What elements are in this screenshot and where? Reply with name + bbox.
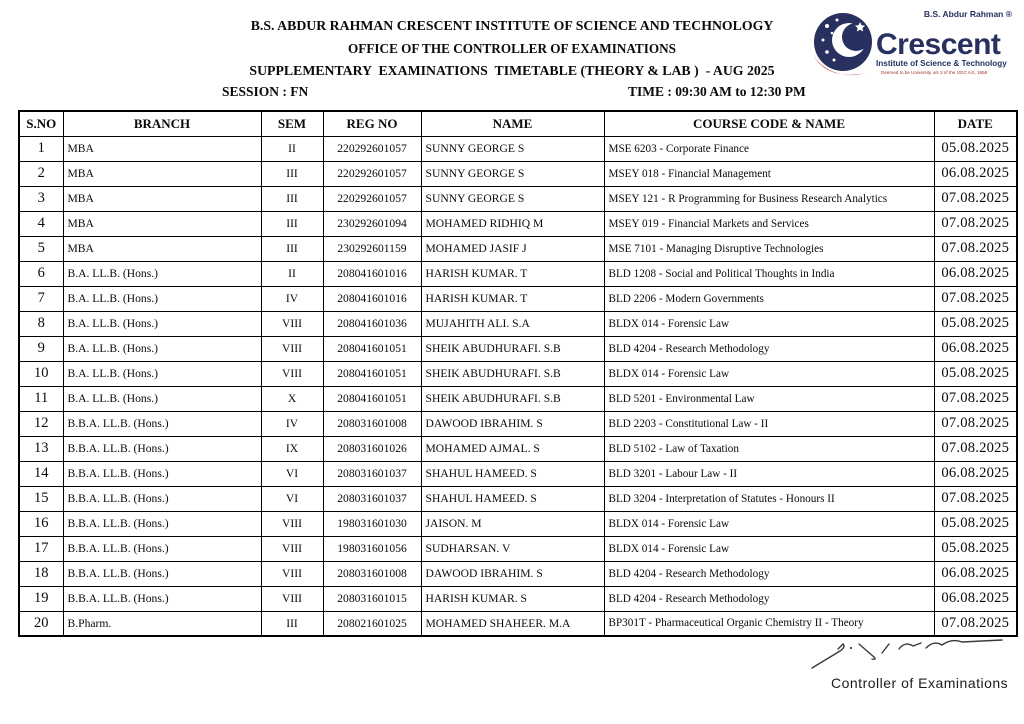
cell-regno: 208031601026 <box>323 436 421 461</box>
cell-sno: 19 <box>19 586 63 611</box>
cell-course: BLDX 014 - Forensic Law <box>604 511 934 536</box>
cell-regno: 208041601051 <box>323 361 421 386</box>
cell-regno: 198031601030 <box>323 511 421 536</box>
cell-sno: 1 <box>19 136 63 161</box>
cell-sno: 13 <box>19 436 63 461</box>
table-row <box>19 611 1017 636</box>
cell-date: 05.08.2025 <box>934 511 1017 536</box>
cell-sem: VI <box>261 486 323 511</box>
cell-course: BLD 2203 - Constitutional Law - II <box>604 411 934 436</box>
cell-sno: 20 <box>19 611 63 636</box>
cell-sem: III <box>261 161 323 186</box>
table-row <box>19 561 1017 586</box>
cell-sem: VI <box>261 461 323 486</box>
cell-date: 06.08.2025 <box>934 261 1017 286</box>
table-row <box>19 261 1017 286</box>
cell-name: SHAHUL HAMEED. S <box>421 461 604 486</box>
cell-date: 06.08.2025 <box>934 336 1017 361</box>
cell-course: BLDX 014 - Forensic Law <box>604 536 934 561</box>
cell-sno: 11 <box>19 386 63 411</box>
table-row <box>19 436 1017 461</box>
cell-branch: B.A. LL.B. (Hons.) <box>63 286 261 311</box>
cell-sno: 9 <box>19 336 63 361</box>
cell-course: BLD 1208 - Social and Political Thoughts in India <box>604 261 934 286</box>
cell-course: BLD 3201 - Labour Law - II <box>604 461 934 486</box>
cell-regno: 208041601016 <box>323 261 421 286</box>
cell-course: MSE 7101 - Managing Disruptive Technologies <box>604 236 934 261</box>
cell-date: 07.08.2025 <box>934 386 1017 411</box>
cell-sem: VIII <box>261 311 323 336</box>
table-row <box>19 136 1017 161</box>
cell-branch: B.Pharm. <box>63 611 261 636</box>
cell-date: 07.08.2025 <box>934 211 1017 236</box>
table-header-row <box>19 111 1017 136</box>
cell-regno: 208031601008 <box>323 411 421 436</box>
cell-regno: 208041601051 <box>323 386 421 411</box>
cell-name: HARISH KUMAR. S <box>421 586 604 611</box>
cell-sem: X <box>261 386 323 411</box>
cell-sno: 10 <box>19 361 63 386</box>
table-row <box>19 336 1017 361</box>
cell-course: MSEY 019 - Financial Markets and Services <box>604 211 934 236</box>
logo-brand: Crescent <box>876 28 1001 61</box>
cell-date: 05.08.2025 <box>934 536 1017 561</box>
cell-course: BLD 4204 - Research Methodology <box>604 586 934 611</box>
cell-course: MSEY 018 - Financial Management <box>604 161 934 186</box>
cell-course: BLD 5102 - Law of Taxation <box>604 436 934 461</box>
cell-branch: B.B.A. LL.B. (Hons.) <box>63 586 261 611</box>
cell-regno: 208021601025 <box>323 611 421 636</box>
cell-regno: 208041601051 <box>323 336 421 361</box>
cell-regno: 220292601057 <box>323 186 421 211</box>
cell-name: SUDHARSAN. V <box>421 536 604 561</box>
cell-sno: 2 <box>19 161 63 186</box>
cell-sno: 12 <box>19 411 63 436</box>
cell-sem: IV <box>261 411 323 436</box>
cell-sem: VIII <box>261 561 323 586</box>
cell-course: BLD 5201 - Environmental Law <box>604 386 934 411</box>
cell-name: DAWOOD IBRAHIM. S <box>421 411 604 436</box>
cell-branch: MBA <box>63 211 261 236</box>
cell-sno: 6 <box>19 261 63 286</box>
column-header-course: COURSE CODE & NAME <box>604 111 934 136</box>
cell-sno: 8 <box>19 311 63 336</box>
cell-date: 05.08.2025 <box>934 136 1017 161</box>
cell-regno: 220292601057 <box>323 161 421 186</box>
cell-name: SHEIK ABUDHURAFI. S.B <box>421 386 604 411</box>
cell-sno: 3 <box>19 186 63 211</box>
cell-sem: III <box>261 611 323 636</box>
column-header-date: DATE <box>934 111 1017 136</box>
cell-regno: 230292601094 <box>323 211 421 236</box>
signatory-title: Controller of Examinations <box>831 675 1009 691</box>
cell-date: 07.08.2025 <box>934 286 1017 311</box>
cell-sno: 5 <box>19 236 63 261</box>
cell-name: SHEIK ABUDHURAFI. S.B <box>421 336 604 361</box>
cell-course: MSE 6203 - Corporate Finance <box>604 136 934 161</box>
cell-sem: II <box>261 136 323 161</box>
timetable-body <box>19 136 1017 636</box>
cell-sem: VIII <box>261 361 323 386</box>
table-row <box>19 211 1017 236</box>
cell-regno: 208031601037 <box>323 486 421 511</box>
cell-course: BP301T - Pharmaceutical Organic Chemistry II - Theory <box>604 611 934 636</box>
cell-branch: MBA <box>63 161 261 186</box>
cell-sem: III <box>261 186 323 211</box>
cell-course: BLD 4204 - Research Methodology <box>604 336 934 361</box>
cell-course: BLD 4204 - Research Methodology <box>604 561 934 586</box>
cell-name: MOHAMED AJMAL. S <box>421 436 604 461</box>
cell-name: HARISH KUMAR. T <box>421 286 604 311</box>
institute-name: B.S. ABDUR RAHMAN CRESCENT INSTITUTE OF SCIENCE AND TECHNOLOGY <box>250 18 774 33</box>
cell-branch: B.A. LL.B. (Hons.) <box>63 386 261 411</box>
cell-date: 07.08.2025 <box>934 186 1017 211</box>
cell-course: BLD 2206 - Modern Governments <box>604 286 934 311</box>
table-row <box>19 386 1017 411</box>
institute-logo <box>810 6 1016 82</box>
cell-course: BLDX 014 - Forensic Law <box>604 311 934 336</box>
cell-sno: 18 <box>19 561 63 586</box>
column-header-sno: S.NO <box>19 111 63 136</box>
table-row <box>19 286 1017 311</box>
cell-sno: 16 <box>19 511 63 536</box>
table-row <box>19 461 1017 486</box>
cell-branch: B.A. LL.B. (Hons.) <box>63 261 261 286</box>
cell-regno: 208031601008 <box>323 561 421 586</box>
cell-branch: B.B.A. LL.B. (Hons.) <box>63 436 261 461</box>
cell-branch: B.A. LL.B. (Hons.) <box>63 311 261 336</box>
cell-date: 07.08.2025 <box>934 611 1017 636</box>
cell-branch: B.A. LL.B. (Hons.) <box>63 361 261 386</box>
cell-sem: VIII <box>261 536 323 561</box>
logo-tagline: Deemed to be University u/s 3 of the UGC Act, 1956 <box>881 70 988 75</box>
cell-sem: II <box>261 261 323 286</box>
table-row <box>19 536 1017 561</box>
cell-name: DAWOOD IBRAHIM. S <box>421 561 604 586</box>
logo-top-text: B.S. Abdur Rahman ® <box>923 9 1012 19</box>
table-row <box>19 361 1017 386</box>
cell-regno: 230292601159 <box>323 236 421 261</box>
cell-branch: MBA <box>63 186 261 211</box>
table-row <box>19 586 1017 611</box>
cell-date: 07.08.2025 <box>934 436 1017 461</box>
cell-branch: B.B.A. LL.B. (Hons.) <box>63 461 261 486</box>
cell-branch: B.A. LL.B. (Hons.) <box>63 336 261 361</box>
crescent-moon-icon <box>813 13 872 75</box>
cell-regno: 220292601057 <box>323 136 421 161</box>
cell-date: 07.08.2025 <box>934 411 1017 436</box>
table-row <box>19 486 1017 511</box>
cell-name: MUJAHITH ALI. S.A <box>421 311 604 336</box>
cell-branch: B.B.A. LL.B. (Hons.) <box>63 486 261 511</box>
cell-regno: 198031601056 <box>323 536 421 561</box>
cell-name: SUNNY GEORGE S <box>421 186 604 211</box>
cell-sno: 7 <box>19 286 63 311</box>
cell-course: BLD 3204 - Interpretation of Statutes - Honours II <box>604 486 934 511</box>
cell-branch: B.B.A. LL.B. (Hons.) <box>63 561 261 586</box>
cell-sno: 4 <box>19 211 63 236</box>
cell-sem: III <box>261 236 323 261</box>
time-label: TIME : 09:30 AM to 12:30 PM <box>628 83 806 99</box>
cell-branch: B.B.A. LL.B. (Hons.) <box>63 511 261 536</box>
cell-regno: 208031601037 <box>323 461 421 486</box>
cell-course: BLDX 014 - Forensic Law <box>604 361 934 386</box>
cell-date: 07.08.2025 <box>934 236 1017 261</box>
cell-date: 05.08.2025 <box>934 361 1017 386</box>
cell-name: SUNNY GEORGE S <box>421 136 604 161</box>
office-name: OFFICE OF THE CONTROLLER OF EXAMINATIONS <box>348 40 676 56</box>
cell-sno: 15 <box>19 486 63 511</box>
cell-name: MOHAMED RIDHIQ M <box>421 211 604 236</box>
column-header-sem: SEM <box>261 111 323 136</box>
cell-name: MOHAMED JASIF J <box>421 236 604 261</box>
cell-date: 06.08.2025 <box>934 561 1017 586</box>
cell-name: HARISH KUMAR. T <box>421 261 604 286</box>
cell-regno: 208031601015 <box>323 586 421 611</box>
timetable <box>18 110 1018 637</box>
table-row <box>19 186 1017 211</box>
cell-sem: IX <box>261 436 323 461</box>
cell-branch: MBA <box>63 136 261 161</box>
cell-sno: 14 <box>19 461 63 486</box>
cell-name: SHAHUL HAMEED. S <box>421 486 604 511</box>
cell-date: 07.08.2025 <box>934 486 1017 511</box>
cell-regno: 208041601016 <box>323 286 421 311</box>
session-time-row <box>0 84 1024 106</box>
cell-date: 06.08.2025 <box>934 161 1017 186</box>
cell-name: MOHAMED SHAHEER. M.A <box>421 611 604 636</box>
cell-branch: MBA <box>63 236 261 261</box>
session-label: SESSION : FN <box>222 83 309 99</box>
logo-subtitle: Institute of Science & Technology <box>876 59 1007 68</box>
cell-branch: B.B.A. LL.B. (Hons.) <box>63 536 261 561</box>
cell-sem: IV <box>261 286 323 311</box>
cell-regno: 208041601036 <box>323 311 421 336</box>
cell-name: JAISON. M <box>421 511 604 536</box>
cell-date: 06.08.2025 <box>934 586 1017 611</box>
column-header-regno: REG NO <box>323 111 421 136</box>
document-title: SUPPLEMENTARY EXAMINATIONS TIMETABLE (THEORY & LAB ) - AUG 2025 <box>249 63 775 78</box>
cell-sem: VIII <box>261 511 323 536</box>
cell-branch: B.B.A. LL.B. (Hons.) <box>63 411 261 436</box>
column-header-name: NAME <box>421 111 604 136</box>
cell-date: 05.08.2025 <box>934 311 1017 336</box>
cell-sem: VIII <box>261 336 323 361</box>
column-header-branch: BRANCH <box>63 111 261 136</box>
cell-course: MSEY 121 - R Programming for Business Research Analytics <box>604 186 934 211</box>
table-row <box>19 311 1017 336</box>
table-row <box>19 161 1017 186</box>
cell-sem: VIII <box>261 586 323 611</box>
table-row <box>19 236 1017 261</box>
cell-date: 06.08.2025 <box>934 461 1017 486</box>
cell-sno: 17 <box>19 536 63 561</box>
table-row <box>19 411 1017 436</box>
table-row <box>19 511 1017 536</box>
cell-name: SUNNY GEORGE S <box>421 161 604 186</box>
signature-scribble <box>806 636 1011 674</box>
cell-name: SHEIK ABUDHURAFI. S.B <box>421 361 604 386</box>
cell-sem: III <box>261 211 323 236</box>
